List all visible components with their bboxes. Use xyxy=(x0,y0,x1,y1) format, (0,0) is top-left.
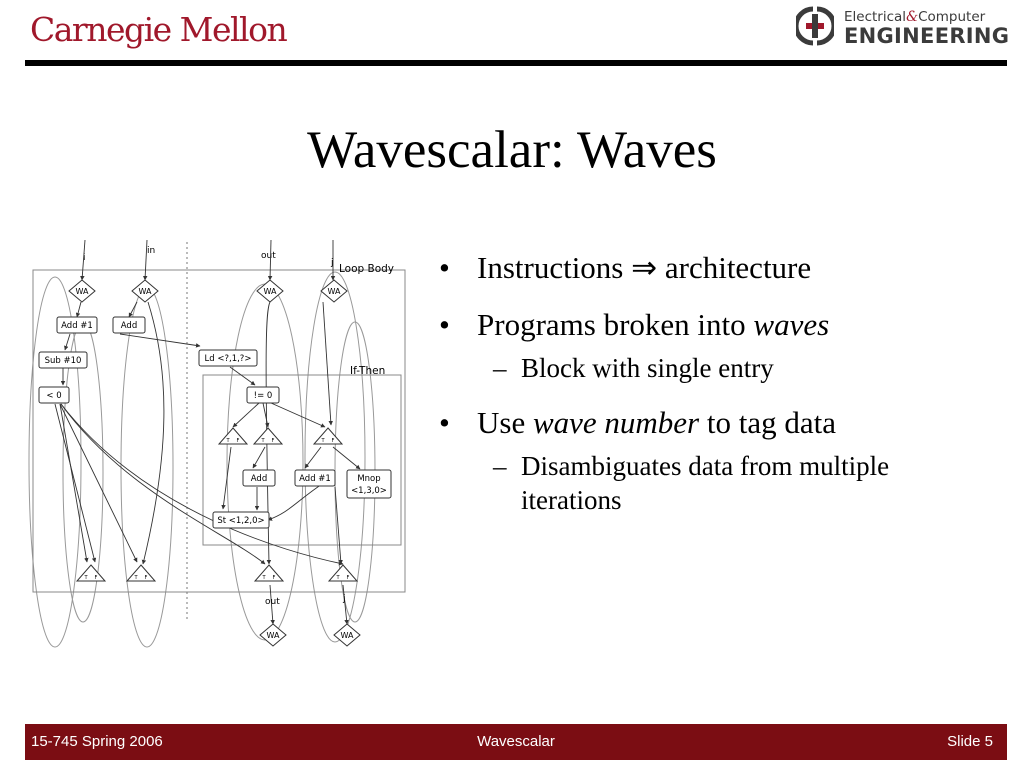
node-lt0 xyxy=(39,387,69,403)
slide-header xyxy=(0,0,1024,66)
bullet-programs: • Programs broken into waves xyxy=(439,307,830,342)
node-ld xyxy=(199,350,257,366)
wa-node-out-bottom xyxy=(260,624,286,646)
wa-node-in xyxy=(132,280,158,302)
svg-text:F: F xyxy=(144,575,148,581)
bullet-dot: • xyxy=(439,250,450,285)
bullet-wave-number: • Use wave number to tag data xyxy=(439,405,836,440)
wa-node-out xyxy=(257,280,283,302)
steer-node-2 xyxy=(254,428,282,444)
input-in-label: in xyxy=(147,246,156,256)
if-then-label: If-Then xyxy=(350,365,386,377)
svg-text:T: T xyxy=(336,575,340,581)
svg-text:< 0: < 0 xyxy=(46,391,62,401)
input-j-label: j xyxy=(331,258,334,268)
steer-node-6 xyxy=(255,565,283,581)
carnegie-mellon-logo: Carnegie Mellon xyxy=(30,10,287,49)
steer-node-1 xyxy=(219,428,247,444)
svg-text:Mnop: Mnop xyxy=(357,474,381,484)
footer-course: 15-745 Spring 2006 xyxy=(31,733,163,750)
header-rule xyxy=(25,60,1007,66)
slide-footer xyxy=(25,724,1007,760)
svg-text:F: F xyxy=(331,438,335,444)
svg-text:WA: WA xyxy=(340,631,354,640)
svg-text:F: F xyxy=(271,438,275,444)
ece-emblem-icon xyxy=(796,6,834,46)
node-add1 xyxy=(57,317,97,333)
wa-node-i xyxy=(69,280,95,302)
svg-text:F: F xyxy=(236,438,240,444)
steer-node-4 xyxy=(77,565,105,581)
steer-node-5 xyxy=(127,565,155,581)
node-add1-inner xyxy=(295,470,335,486)
svg-text:F: F xyxy=(272,575,276,581)
svg-text:WA: WA xyxy=(266,631,280,640)
output-j-label: j xyxy=(343,594,346,604)
svg-text:St <1,2,0>: St <1,2,0> xyxy=(217,516,265,526)
bullet-dot: • xyxy=(439,307,450,342)
node-sub10 xyxy=(39,352,87,368)
wave-dataflow-diagram xyxy=(25,232,420,660)
footer-slide-number: Slide 5 xyxy=(947,733,993,750)
svg-text:Sub #10: Sub #10 xyxy=(44,356,82,366)
svg-text:Ld <?,1,?>: Ld <?,1,?> xyxy=(204,354,252,364)
slide-title: Wavescalar: Waves xyxy=(307,121,717,179)
footer-topic: Wavescalar xyxy=(477,733,555,750)
node-add-inner xyxy=(243,470,275,486)
output-out-label: out xyxy=(265,597,280,607)
svg-text:!= 0: != 0 xyxy=(253,391,273,401)
ece-logo xyxy=(796,6,1010,50)
bullet-dot: • xyxy=(439,405,450,440)
ece-line2: ENGINEERING xyxy=(844,24,1010,48)
sub-bullet-single-entry: – Block with single entry xyxy=(493,353,774,383)
svg-text:T: T xyxy=(262,575,266,581)
steer-node-7 xyxy=(329,565,357,581)
loop-out xyxy=(227,284,303,640)
svg-text:F: F xyxy=(346,575,350,581)
svg-text:T: T xyxy=(261,438,265,444)
svg-text:T: T xyxy=(226,438,230,444)
ece-line1: Electrical&Computer xyxy=(844,9,986,25)
svg-text:T: T xyxy=(84,575,88,581)
svg-text:Add: Add xyxy=(250,474,268,484)
node-st xyxy=(213,512,269,528)
loop-body-label: Loop Body xyxy=(339,263,395,275)
svg-text:F: F xyxy=(94,575,98,581)
svg-text:<1,3,0>: <1,3,0> xyxy=(351,486,387,496)
bullet-instructions: • Instructions ⇒ architecture xyxy=(439,250,812,285)
sub-bullet-disambiguates: – Disambiguates data from multiple iterations xyxy=(493,451,890,515)
node-ne0 xyxy=(247,387,279,403)
svg-text:WA: WA xyxy=(327,287,341,296)
svg-text:T: T xyxy=(321,438,325,444)
node-add xyxy=(113,317,145,333)
svg-text:WA: WA xyxy=(263,287,277,296)
sub-bullet-dash: – xyxy=(493,451,507,481)
svg-text:Add: Add xyxy=(120,321,138,331)
svg-text:WA: WA xyxy=(138,287,152,296)
input-i-label: i xyxy=(83,253,86,263)
svg-text:T: T xyxy=(134,575,138,581)
wa-node-j-bottom xyxy=(334,624,360,646)
svg-text:Add #1: Add #1 xyxy=(61,321,93,331)
diagram-edges xyxy=(55,240,360,624)
implies-symbol: ⇒ xyxy=(631,250,658,285)
sub-bullet-dash: – xyxy=(493,353,507,383)
svg-text:WA: WA xyxy=(75,287,89,296)
node-mnop xyxy=(347,470,391,498)
input-out-label: out xyxy=(261,251,276,261)
svg-text:Add #1: Add #1 xyxy=(299,474,331,484)
bullet-list xyxy=(433,250,1003,537)
steer-node-3 xyxy=(314,428,342,444)
